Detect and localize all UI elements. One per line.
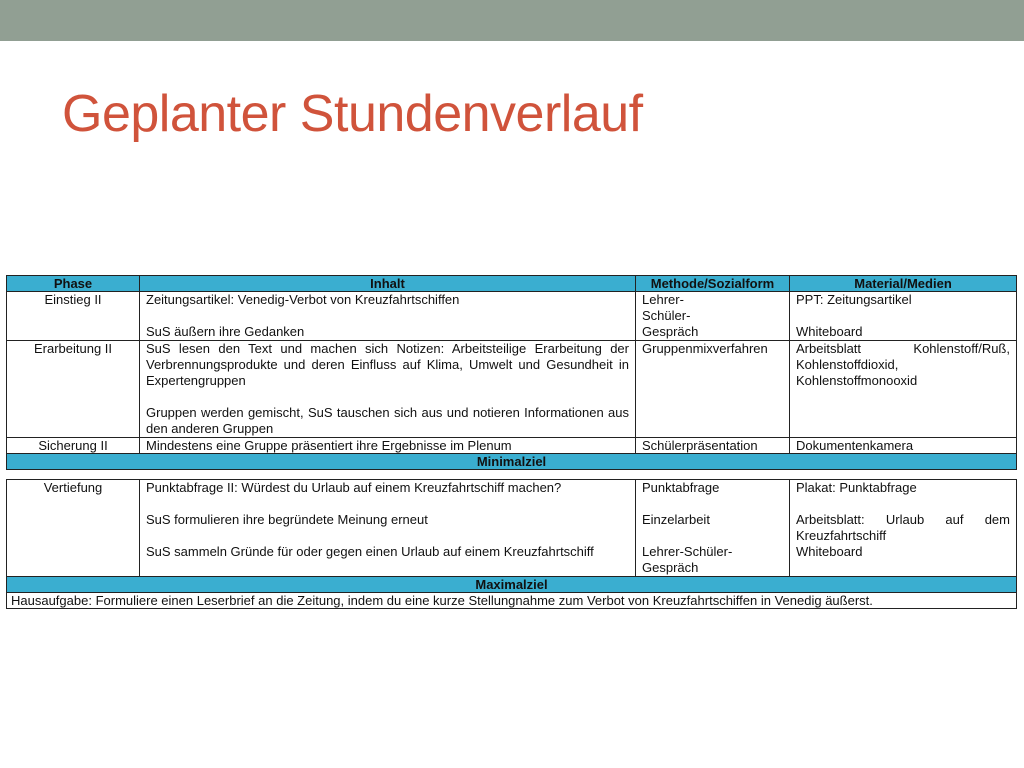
cell-text: Arbeitsblatt Kohlenstoff/Ruß, Kohlenstoffdioxid, Kohlenstoffmonooxid <box>796 341 1010 388</box>
inhalt-cell <box>140 480 636 577</box>
material-cell <box>790 292 1017 341</box>
table-header-row <box>7 276 1017 292</box>
material-cell <box>790 341 1017 438</box>
cell-text: SuS formulieren ihre begründete Meinung erneut <box>146 512 428 527</box>
phase-cell: Vertiefung <box>7 480 140 577</box>
homework-text: Hausaufgabe: Formuliere einen Leserbrief an die Zeitung, indem du eine kurze Stellungnahme zum Verbot von Kreuzfahrtschiffen in Venedig äußerst. <box>7 593 1017 609</box>
phase-cell: Erarbeitung II <box>7 341 140 438</box>
lesson-plan-table <box>6 275 1017 470</box>
methode-cell <box>636 292 790 341</box>
cell-text: Whiteboard <box>796 544 863 559</box>
material-cell: Dokumentenkamera <box>790 438 1017 454</box>
lesson-plan-table-continued <box>6 479 1017 609</box>
table-row <box>7 480 1017 577</box>
table-row <box>7 341 1017 438</box>
inhalt-cell <box>140 292 636 341</box>
cell-text: Plakat: Punktabfrage <box>796 480 917 495</box>
cell-text: Gruppen werden gemischt, SuS tauschen sich aus und notieren Informationen aus den anderen Gruppen <box>146 405 629 436</box>
top-accent-bar <box>0 0 1024 41</box>
minimalziel-label: Minimalziel <box>7 454 1017 470</box>
cell-text: Gruppenmixverfahren <box>642 341 768 356</box>
cell-text: Einzelarbeit <box>642 512 710 527</box>
phase-cell: Einstieg II <box>7 292 140 341</box>
maximalziel-label: Maximalziel <box>7 577 1017 593</box>
methode-cell <box>636 480 790 577</box>
header-phase: Phase <box>7 276 140 292</box>
inhalt-cell <box>140 341 636 438</box>
table-row <box>7 438 1017 454</box>
header-material: Material/Medien <box>790 276 1017 292</box>
cell-text: Arbeitsblatt: Urlaub auf dem Kreuzfahrtschiff <box>796 512 1010 543</box>
phase-cell: Sicherung II <box>7 438 140 454</box>
maximalziel-band <box>7 577 1017 593</box>
cell-text: Punktabfrage <box>642 480 720 495</box>
cell-text: Zeitungsartikel: Venedig-Verbot von Kreuzfahrtschiffen <box>146 292 460 307</box>
cell-text: Lehrer-Schüler-Gespräch <box>642 544 733 575</box>
cell-text: SuS lesen den Text und machen sich Notizen: Arbeitsteilige Erarbeitung der Verbrennungsprodukte und deren Einfluss auf Klima, Umwelt und Gesundheit in Expertengruppen <box>146 341 629 388</box>
header-inhalt: Inhalt <box>140 276 636 292</box>
inhalt-cell: Mindestens eine Gruppe präsentiert ihre Ergebnisse im Plenum <box>140 438 636 454</box>
minimalziel-band <box>7 454 1017 470</box>
header-methode: Methode/Sozialform <box>636 276 790 292</box>
cell-text: SuS sammeln Gründe für oder gegen einen Urlaub auf einem Kreuzfahrtschiff <box>146 544 594 559</box>
methode-cell <box>636 341 790 438</box>
homework-row <box>7 593 1017 609</box>
methode-cell: Schülerpräsentation <box>636 438 790 454</box>
slide-title: Geplanter Stundenverlauf <box>62 85 643 143</box>
cell-text: Punktabfrage II: Würdest du Urlaub auf einem Kreuzfahrtschiff machen? <box>146 480 562 495</box>
material-cell <box>790 480 1017 577</box>
cell-text: PPT: Zeitungsartikel <box>796 292 912 307</box>
cell-text: Lehrer-Schüler-Gespräch <box>642 292 699 339</box>
cell-text: SuS äußern ihre Gedanken <box>146 324 305 339</box>
cell-text: Whiteboard <box>796 324 863 339</box>
table-row <box>7 292 1017 341</box>
